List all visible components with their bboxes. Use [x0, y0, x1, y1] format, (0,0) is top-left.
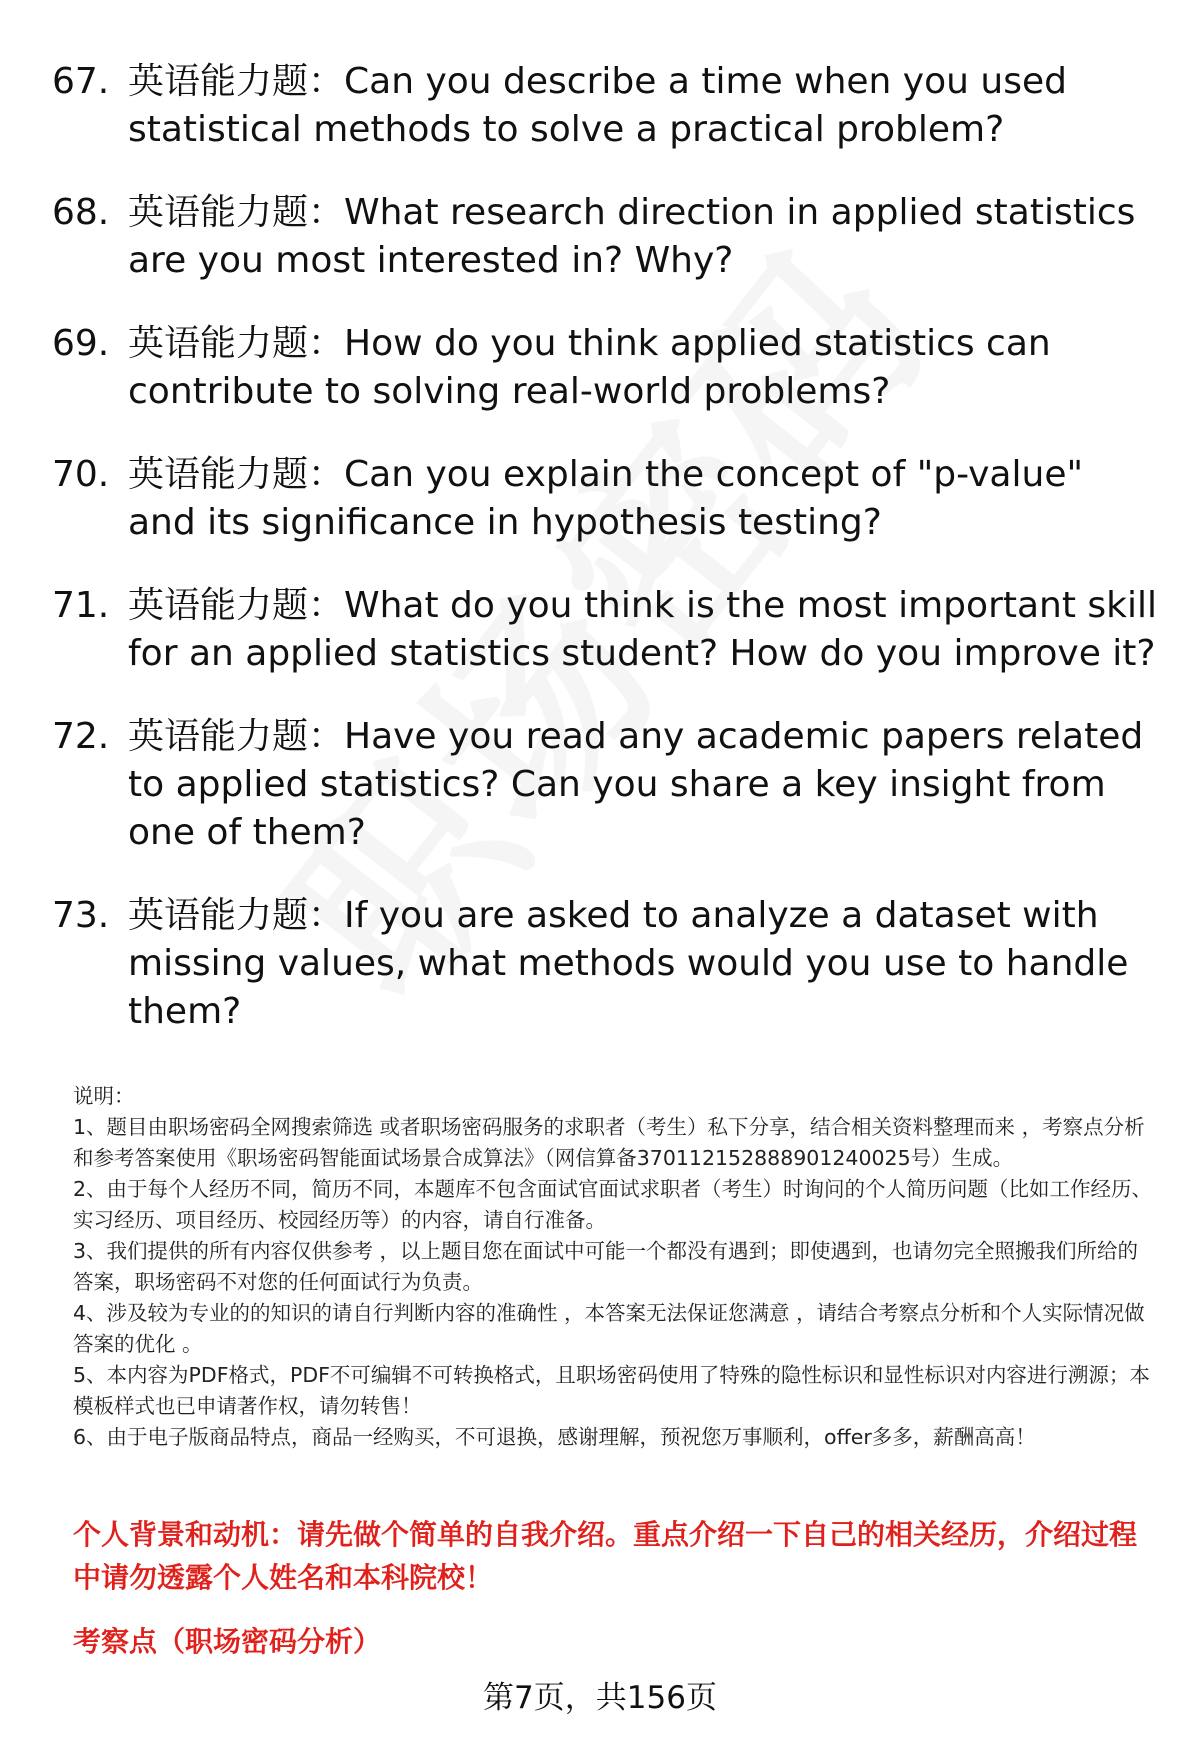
question-number: 67. — [52, 61, 110, 102]
note-item: 4、涉及较为专业的的知识的请自行判断内容的准确性 ，本答案无法保证您满意 ，请结合考察点分析和个人实际情况做答案的优化 。 — [73, 1301, 1145, 1356]
question-text: 英语能力题：What research direction in applied statistics are you most interested in? Why? — [128, 192, 1136, 281]
question-item — [52, 58, 1162, 154]
note-item: 1、题目由职场密码全网搜索筛选 或者职场密码服务的求职者（考生）私下分享，结合相关资料整理而来 ，考察点分析和参考答案使用《职场密码智能面试场景合成算法》（网信算备370112152888901240025号）生成。 — [73, 1115, 1145, 1170]
question-item — [52, 892, 1162, 1036]
question-item — [52, 320, 1162, 416]
question-text: 英语能力题：If you are asked to analyze a dataset with missing values, what methods would you use to handle them? — [128, 895, 1129, 1032]
note-item: 6、由于电子版商品特点，商品一经购买，不可退换，感谢理解，预祝您万事顺利，offer多多，薪酬高高！ — [73, 1425, 1036, 1449]
analysis-subheading: 考察点（职场密码分析） — [73, 1625, 382, 1658]
question-number: 69. — [52, 323, 110, 364]
notes-heading: 说明： — [73, 1084, 135, 1108]
note-item: 5、本内容为PDF格式，PDF不可编辑不可转换格式，且职场密码使用了特殊的隐性标识和显性标识对内容进行溯源；本模板样式也已申请著作权，请勿转售！ — [73, 1363, 1150, 1418]
question-item — [52, 189, 1162, 285]
question-text: 英语能力题：Have you read any academic papers related to applied statistics? Can you share a key insight from one of them? — [128, 716, 1144, 853]
question-list — [52, 58, 1162, 1071]
question-number: 68. — [52, 192, 110, 233]
note-item: 2、由于每个人经历不同，简历不同，本题库不包含面试官面试求职者（考生）时询问的个人简历问题（比如工作经历、实习经历、项目经历、校园经历等）的内容，请自行准备。 — [73, 1177, 1153, 1232]
question-text: 英语能力题：What do you think is the most important skill for an applied statistics student? How do you improve it? — [128, 585, 1158, 674]
notes-section — [73, 1081, 1158, 1453]
question-item — [52, 582, 1162, 678]
question-number: 71. — [52, 585, 110, 626]
question-number: 72. — [52, 716, 110, 757]
question-text: 英语能力题：Can you describe a time when you used statistical methods to solve a practical problem? — [128, 61, 1067, 150]
page-footer: 第7页，共156页 — [483, 1680, 717, 1716]
section-heading: 个人背景和动机：请先做个简单的自我介绍。重点介绍一下自己的相关经历，介绍过程中请勿透露个人姓名和本科院校！ — [73, 1518, 1138, 1594]
question-number: 70. — [52, 454, 110, 495]
question-text: 英语能力题：Can you explain the concept of "p-value" and its significance in hypothesis testing? — [128, 454, 1084, 543]
question-number: 73. — [52, 895, 110, 936]
note-item: 3、我们提供的所有内容仅供参考 ，以上题目您在面试中可能一个都没有遇到；即使遇到，也请勿完全照搬我们所给的答案，职场密码不对您的任何面试行为负责。 — [73, 1239, 1139, 1294]
question-text: 英语能力题：How do you think applied statistics can contribute to solving real-world problems? — [128, 323, 1051, 412]
question-item — [52, 713, 1162, 857]
question-item — [52, 451, 1162, 547]
